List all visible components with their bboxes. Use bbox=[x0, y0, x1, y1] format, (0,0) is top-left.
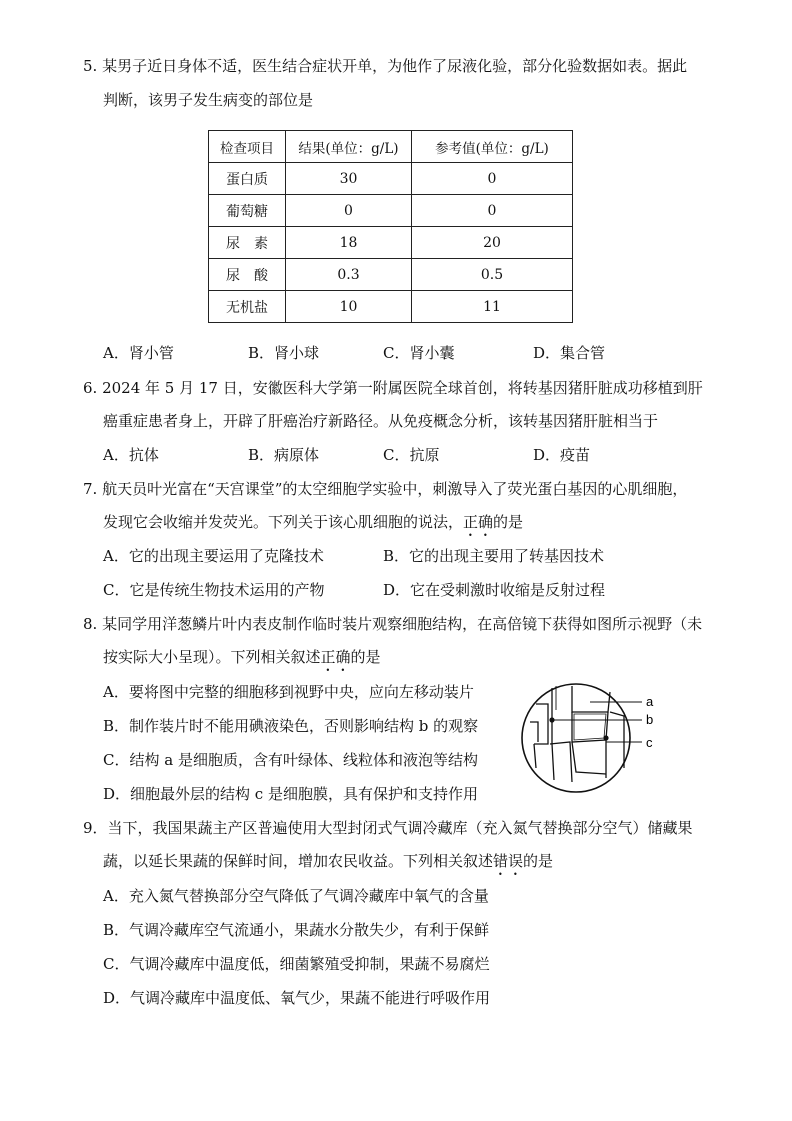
table-header: 参考值(单位：g/L) bbox=[412, 131, 573, 163]
q8-stem-line2 bbox=[103, 646, 381, 675]
q7-option-d[interactable]: D．它在受刺激时收缩是反射过程 bbox=[383, 581, 606, 599]
table-cell: 18 bbox=[286, 227, 412, 259]
table-row bbox=[209, 195, 573, 227]
table-cell: 无机盐 bbox=[209, 291, 286, 323]
q5-stem-line2: 判断，该男子发生病变的部位是 bbox=[103, 91, 314, 109]
q9-option-d[interactable]: D．气调冷藏库中温度低、氧气少，果蔬不能进行呼吸作用 bbox=[103, 989, 491, 1007]
table-header: 检查项目 bbox=[209, 131, 286, 163]
q8-option-d[interactable]: D．细胞最外层的结构 c 是细胞膜，具有保护和支持作用 bbox=[103, 785, 478, 803]
figure-label-b: b bbox=[646, 712, 654, 727]
q6-option-c[interactable]: C．抗原 bbox=[383, 446, 440, 464]
q7-stem-line2 bbox=[103, 511, 523, 540]
q6-option-b[interactable]: B．病原体 bbox=[248, 446, 320, 464]
table-cell: 0 bbox=[286, 195, 412, 227]
table-row bbox=[209, 259, 573, 291]
q7-stem-line1: 7. 航天员叶光富在“天宫课堂”的太空细胞学实验中，刺激导入了荧光蛋白基因的心肌细胞， bbox=[83, 480, 688, 498]
figure-label-a: a bbox=[646, 694, 654, 709]
q9-stem-tail: 的是 bbox=[523, 852, 554, 870]
table-cell: 0.5 bbox=[412, 259, 573, 291]
q9-emphasis: 错误 bbox=[493, 852, 524, 870]
table-row bbox=[209, 291, 573, 323]
table-cell: 0 bbox=[412, 163, 573, 195]
q8-emphasis: 正确 bbox=[320, 648, 351, 666]
q7-option-c[interactable]: C．它是传统生物技术运用的产物 bbox=[103, 581, 325, 599]
q8-option-a[interactable]: A．要将图中完整的细胞移到视野中央，应向左移动装片 bbox=[103, 683, 474, 701]
table-header: 结果(单位：g/L) bbox=[286, 131, 412, 163]
q9-stem-text: 蔬，以延长果蔬的保鲜时间，增加农民收益。下列相关叙述 bbox=[103, 852, 494, 870]
q9-stem-line2 bbox=[103, 850, 553, 879]
table-header-row bbox=[209, 131, 573, 163]
table-cell: 尿 酸 bbox=[209, 259, 286, 291]
q8-stem-tail: 的是 bbox=[350, 648, 381, 666]
q9-option-b[interactable]: B．气调冷藏库空气流通小，果蔬水分散失少，有利于保鲜 bbox=[103, 921, 490, 939]
q9-option-c[interactable]: C．气调冷藏库中温度低，细菌繁殖受抑制，果蔬不易腐烂 bbox=[103, 955, 490, 973]
table-cell: 尿 素 bbox=[209, 227, 286, 259]
urine-test-table bbox=[208, 130, 573, 323]
table-cell: 11 bbox=[412, 291, 573, 323]
q5-option-b[interactable]: B．肾小球 bbox=[248, 344, 320, 362]
table-row bbox=[209, 163, 573, 195]
q6-option-d[interactable]: D．疫苗 bbox=[533, 446, 591, 464]
q7-emphasis: 正确 bbox=[463, 513, 494, 531]
table-cell: 葡萄糖 bbox=[209, 195, 286, 227]
onion-cell-microscope-figure bbox=[520, 682, 670, 794]
q5-option-a[interactable]: A．肾小管 bbox=[103, 344, 174, 362]
q5-option-c[interactable]: C．肾小囊 bbox=[383, 344, 455, 362]
q8-stem-text: 按实际大小呈现）。下列相关叙述 bbox=[103, 648, 321, 666]
q5-option-d[interactable]: D．集合管 bbox=[533, 344, 606, 362]
table-cell: 30 bbox=[286, 163, 412, 195]
table-cell: 20 bbox=[412, 227, 573, 259]
table-cell: 10 bbox=[286, 291, 412, 323]
cell-walls bbox=[530, 686, 624, 782]
table-cell: 0.3 bbox=[286, 259, 412, 291]
q8-stem-line1: 8. 某同学用洋葱鳞片叶内表皮制作临时装片观察细胞结构，在高倍镜下获得如图所示视野（未 bbox=[83, 615, 703, 633]
table-row bbox=[209, 227, 573, 259]
nucleus-dot bbox=[603, 735, 608, 740]
table-cell: 蛋白质 bbox=[209, 163, 286, 195]
table-cell: 0 bbox=[412, 195, 573, 227]
q7-stem-text: 发现它会收缩并发荧光。下列关于该心肌细胞的说法， bbox=[103, 513, 464, 531]
q7-option-a[interactable]: A．它的出现主要运用了克隆技术 bbox=[103, 547, 324, 565]
q6-option-a[interactable]: A．抗体 bbox=[103, 446, 159, 464]
q8-option-c[interactable]: C．结构 a 是细胞质，含有叶绿体、线粒体和液泡等结构 bbox=[103, 751, 478, 769]
nucleus-dot bbox=[549, 717, 554, 722]
q9-stem-line1: 9．当下，我国果蔬主产区普遍使用大型封闭式气调冷藏库（充入氮气替换部分空气）储藏果 bbox=[83, 819, 693, 837]
q7-option-b[interactable]: B．它的出现主要用了转基因技术 bbox=[383, 547, 605, 565]
q7-stem-tail: 的是 bbox=[493, 513, 524, 531]
figure-label-c: c bbox=[646, 735, 653, 750]
q6-stem-line2: 癌重症患者身上，开辟了肝癌治疗新路径。从免疫概念分析，该转基因猪肝脏相当于 bbox=[103, 412, 659, 430]
q9-option-a[interactable]: A．充入氮气替换部分空气降低了气调冷藏库中氧气的含量 bbox=[103, 887, 489, 905]
q8-option-b[interactable]: B．制作装片时不能用碘液染色，否则影响结构 b 的观察 bbox=[103, 717, 479, 735]
q5-stem-line1: 5. 某男子近日身体不适，医生结合症状开单，为他作了尿液化验，部分化验数据如表。据此 bbox=[83, 57, 688, 75]
q6-stem-line1: 6. 2024 年 5 月 17 日，安徽医科大学第一附属医院全球首创，将转基因猪肝脏成功移植到肝 bbox=[83, 379, 703, 397]
